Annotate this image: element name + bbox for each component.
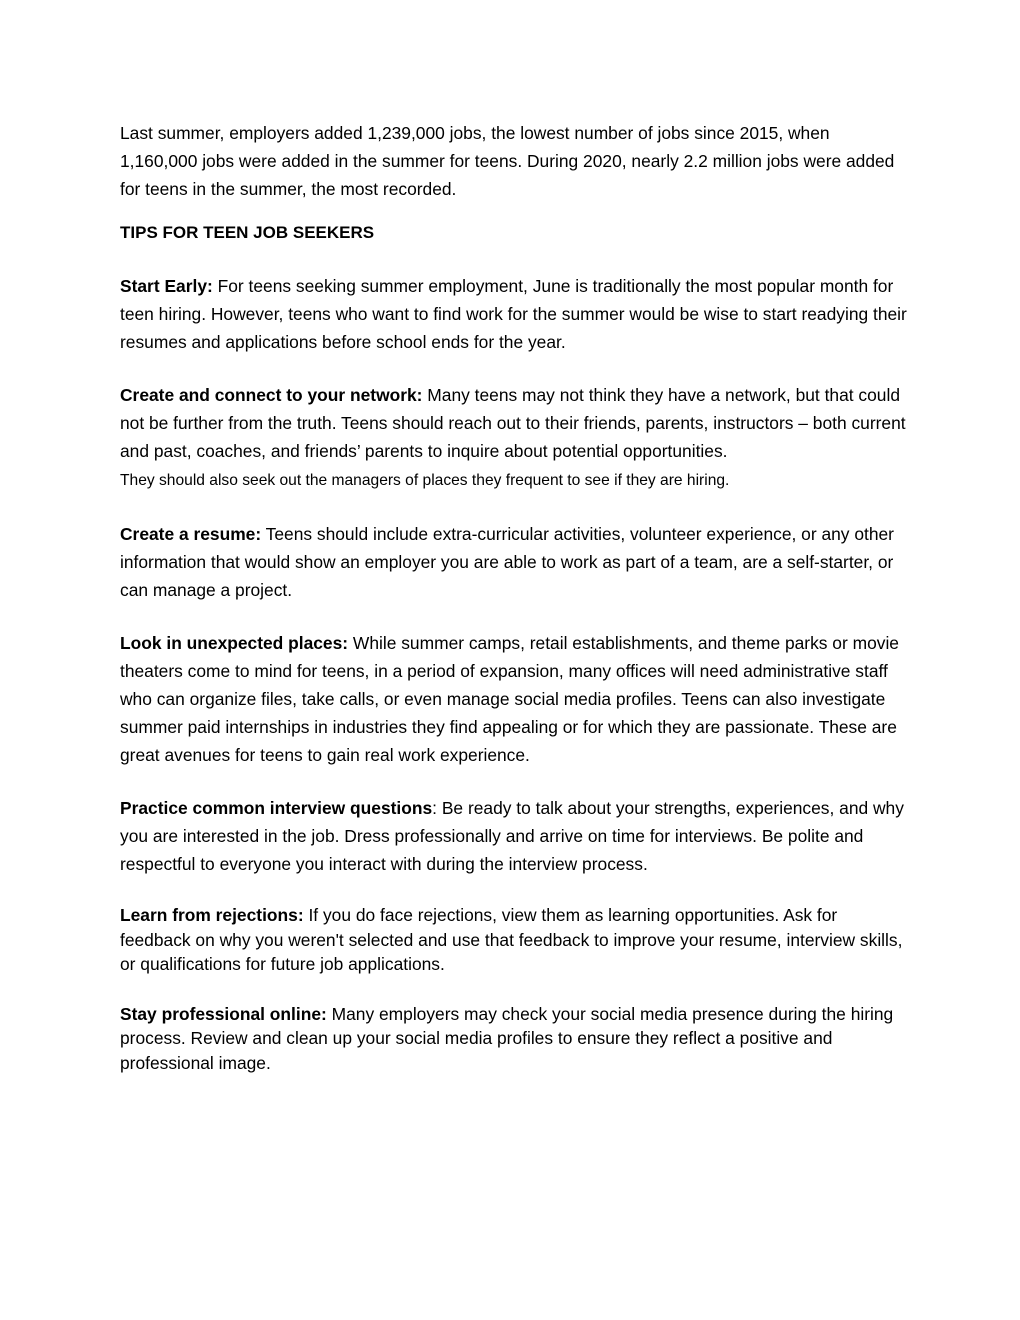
tip-title: Create a resume: xyxy=(120,524,262,544)
tip-unexpected-places xyxy=(120,629,910,769)
tip-title: Learn from rejections: xyxy=(120,905,304,925)
tip-text: For teens seeking summer employment, June is traditionally the most popular month for teen hiring. However, teens who want to find work for the summer would be wise to start readying their resumes and applications before school ends for the year. xyxy=(120,276,907,352)
tip-network xyxy=(120,381,910,495)
section-heading: TIPS FOR TEEN JOB SEEKERS xyxy=(120,223,375,242)
tip-title: Create and connect to your network: xyxy=(120,385,423,405)
tip-interview-questions xyxy=(120,794,910,878)
intro-paragraph: Last summer, employers added 1,239,000 jobs, the lowest number of jobs since 2015, when 1,160,000 jobs were added in the summer for teens. During 2020, nearly 2.2 million jobs were added for teens in the summer, the most recorded. xyxy=(120,123,895,199)
tip-professional-online xyxy=(120,1002,910,1076)
tip-start-early xyxy=(120,272,910,356)
tip-text: Many employers may check your social media presence during the hiring process. Review and clean up your social media profiles to ensure they reflect a positive and professional image. xyxy=(120,1003,894,1073)
tip-title: Practice common interview questions xyxy=(120,798,433,818)
tip-rejections xyxy=(120,903,910,977)
tip-extra-text: They should also seek out the managers of places they frequent to see if they are hiring. xyxy=(120,472,730,489)
tip-text: : Be ready to talk about your strengths, experiences, and why you are interested in the job. Dress professionally and arrive on time for interviews. Be polite and respectful to everyone you interact with during the interview process. xyxy=(120,798,904,874)
tip-title: Start Early: xyxy=(120,276,213,296)
tip-resume xyxy=(120,520,910,604)
tip-text: If you do face rejections, view them as learning opportunities. Ask for feedback on why you weren't selected and use that feedback to improve your resume, interview skills, or qualifications for future job applications. xyxy=(120,905,903,974)
tip-text: While summer camps, retail establishments, and theme parks or movie theaters come to mind for teens, in a period of expansion, many offices will need administrative staff who can organize files, take calls, or even manage social media profiles. Teens can also investigate summer paid internships in industries they find appealing or for which they are passionate. These are great avenues for teens to gain real work experience. xyxy=(120,633,899,765)
tip-text: Teens should include extra-curricular activities, volunteer experience, or any other information that would show an employer you are able to work as part of a team, are a self-starter, or can manage a project. xyxy=(120,524,894,600)
tip-title: Stay professional online: xyxy=(120,1003,327,1024)
tip-text: Many teens may not think they have a network, but that could not be further from the truth. Teens should reach out to their friends, parents, instructors – both current and past, coaches, and friends’ parents to inquire about potential opportunities. xyxy=(120,385,906,461)
document-body xyxy=(120,119,910,1100)
tip-title: Look in unexpected places: xyxy=(120,633,349,653)
